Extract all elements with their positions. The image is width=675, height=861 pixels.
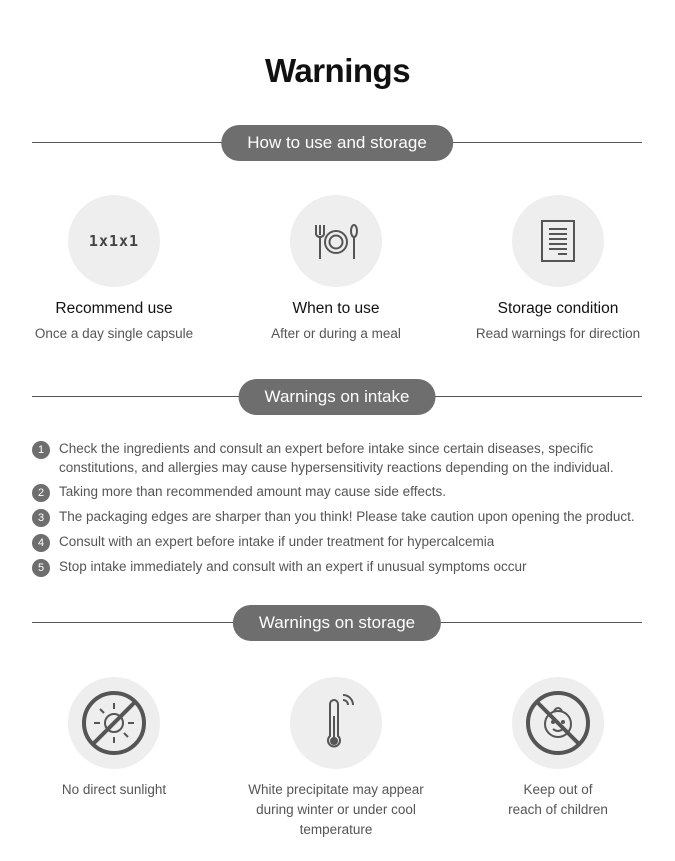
usage-subtitle: Once a day single capsule xyxy=(34,326,194,341)
number-badge: 1 xyxy=(32,441,50,459)
usage-title: When to use xyxy=(292,300,380,317)
warning-text: Stop intake immediately and consult with an expert if unusual symptoms occur xyxy=(59,559,527,574)
warning-text: Consult with an expert before intake if under treatment for hypercalcemia xyxy=(59,534,495,549)
plate-utensils-icon xyxy=(290,195,382,287)
usage-title: Storage condition xyxy=(497,300,619,317)
storage-temperature xyxy=(236,677,436,840)
dosage-icon xyxy=(68,195,160,287)
dosage-text: 1x1x1 xyxy=(88,232,140,250)
usage-subtitle: Read warnings for direction xyxy=(475,326,641,341)
storage-note-line1: No direct sunlight xyxy=(61,782,167,797)
number-badge: 3 xyxy=(32,509,50,527)
warning-text: Check the ingredients and consult an expert before intake since certain diseases, specific constitutions, and allergies may cause hypersensitivity reactions depending on the individual. xyxy=(59,441,614,475)
storage-note-line2: during winter or under cool temperature xyxy=(256,802,416,837)
usage-storage xyxy=(458,195,658,341)
section-header-intake xyxy=(32,379,642,415)
number-badge: 2 xyxy=(32,484,50,502)
usage-subtitle: After or during a meal xyxy=(271,326,401,341)
usage-when xyxy=(236,195,436,341)
document-icon xyxy=(512,195,604,287)
no-children-icon xyxy=(512,677,604,769)
list-item xyxy=(32,558,652,577)
list-item xyxy=(32,533,652,552)
storage-children xyxy=(458,677,658,820)
list-item xyxy=(32,483,652,502)
list-item xyxy=(32,440,652,477)
section-header-usage xyxy=(32,125,642,161)
usage-title: Recommend use xyxy=(55,300,173,317)
no-sunlight-icon xyxy=(68,677,160,769)
page-title: Warnings xyxy=(264,52,411,89)
section-title-usage: How to use and storage xyxy=(221,125,453,161)
section-title-storage: Warnings on storage xyxy=(233,605,441,641)
number-badge: 5 xyxy=(32,559,50,577)
storage-note-line2: reach of children xyxy=(508,802,608,817)
storage-note-line1: Keep out of xyxy=(523,782,593,797)
warning-text: Taking more than recommended amount may cause side effects. xyxy=(59,484,446,499)
section-title-intake: Warnings on intake xyxy=(239,379,436,415)
storage-note-line1: White precipitate may appear xyxy=(248,782,424,797)
storage-sunlight xyxy=(14,677,214,800)
list-item xyxy=(32,508,652,527)
thermometer-icon xyxy=(290,677,382,769)
usage-recommend xyxy=(14,195,214,341)
warning-text: The packaging edges are sharper than you think! Please take caution upon opening the product. xyxy=(59,509,635,524)
section-header-storage xyxy=(32,605,642,641)
intake-warning-list xyxy=(32,440,652,583)
number-badge: 4 xyxy=(32,534,50,552)
